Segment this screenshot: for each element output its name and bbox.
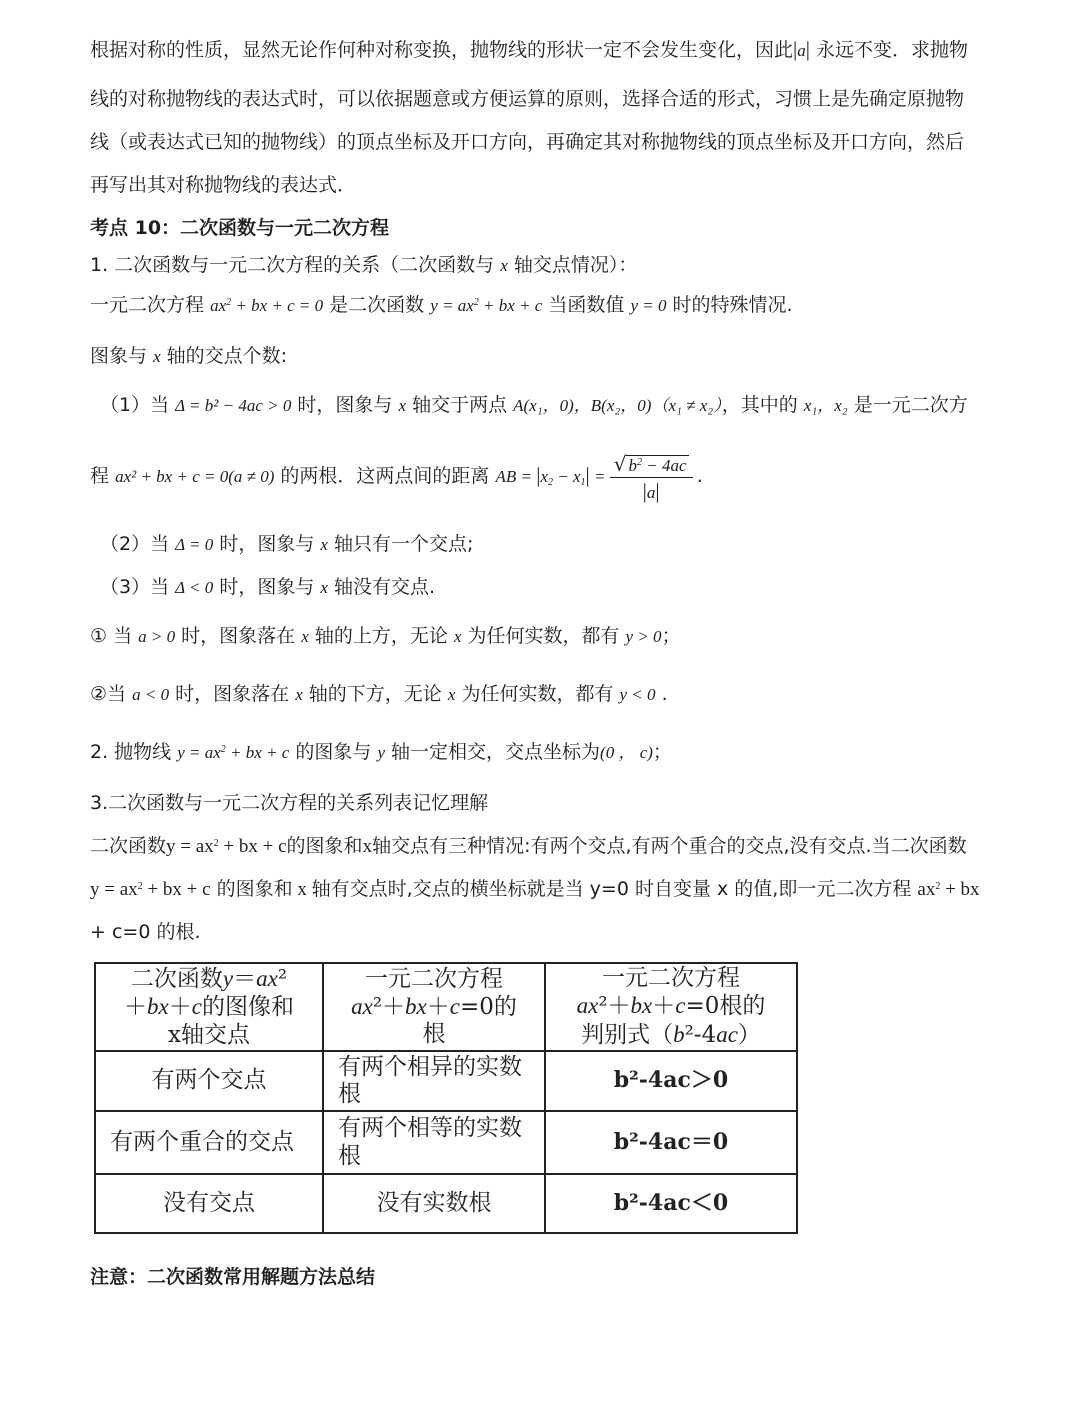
table-row xyxy=(95,1174,797,1233)
table-cell: 没有交点 xyxy=(95,1174,323,1233)
table-header-cell: 一元二次方程 ax²＋bx＋c=0的 根 xyxy=(323,963,545,1051)
table-cell: 没有实数根 xyxy=(323,1174,545,1233)
s2-line: 2. 抛物线 $y = ax^2$ + bx + c 的图象与 y 轴一定相交，交点坐标为(0 ， c)； xyxy=(90,741,672,763)
abs-bar-left: | xyxy=(793,37,798,61)
s3-paragraph-line-1: 二次函数$y = ax^2$ + bx + c的图象和x轴交点有三种情况:有两个交点,有两个重合的交点,没有交点.当二次函数 xyxy=(90,835,967,857)
s1-count-line: 图象与 x 轴的交点个数: xyxy=(90,345,288,367)
case-1-roots: x₁，x₂ xyxy=(803,396,848,415)
table-row xyxy=(95,1111,797,1174)
comparison-table xyxy=(94,962,798,1234)
table-row xyxy=(95,1051,797,1111)
quadratic-function: $y = ax^2$ + bx + c xyxy=(430,296,543,315)
intersection-point: (0 ， c) xyxy=(600,743,653,762)
table-cell: b²-4ac＞0 xyxy=(545,1051,797,1111)
table-cell: b²-4ac＝0 xyxy=(545,1111,797,1174)
s3-paragraph-line-3: + c=0 的根. xyxy=(90,921,201,943)
table-cell: 有两个相等的实数根 xyxy=(323,1111,545,1174)
table-cell: 有两个相异的实数根 xyxy=(323,1051,545,1111)
s1-title: 1. 二次函数与一元二次方程的关系（二次函数与 x 轴交点情况）： xyxy=(90,254,638,276)
s3-paragraph-line-2: $y = ax^2$ + bx + c 的图象和 x 轴有交点时,交点的横坐标就是当 y=0 时自变量 x 的值,即一元二次方程 $ax^2$ + bx xyxy=(90,878,980,900)
intro-line-1: 根据对称的性质，显然无论作何种对称变换，抛物线的形状一定不会发生变化，因此|a| 永远不变．求抛物 xyxy=(90,37,969,61)
case-1-condition: Δ = b² − 4ac > 0 xyxy=(175,396,292,415)
s1-relation-line: 一元二次方程 $ax^2$ + bx + c = 0 是二次函数 $y = ax^2$ + bx + c 当函数值 y = 0 时的特殊情况. xyxy=(90,294,793,316)
table-cell: 有两个重合的交点 xyxy=(95,1111,323,1174)
distance-formula: AB = $|x_2 - x_1|$ = $\frac{√ b^2 - 4ac}{|a|}$ xyxy=(495,467,696,486)
case-1-continued: 程 ax² + bx + c = 0(a ≠ 0) 的两根．这两点间的距离 AB = $|x_2 - x_1|$ = $\frac{√ b^2 - 4ac}{|a|}$ . xyxy=(90,452,703,504)
table-header-cell: 一元二次方程 ax²＋bx＋c=0根的 判别式（b²-4ac） xyxy=(545,963,797,1051)
intro-line-2: 线的对称抛物线的表达式时，可以依据题意或方便运算的原则，选择合适的形式，习惯上是先确定原抛物 xyxy=(90,88,965,110)
case-2-line: （2）当 Δ = 0 时，图象与 x 轴只有一个交点; xyxy=(100,533,474,555)
abs-bar-right: | xyxy=(805,37,810,61)
case-1-line: （1）当 Δ = b² − 4ac > 0 时，图象与 x 轴交于两点 A(x₁，0)，B(x₂，0)（x₁ ≠ x₂），其中的 x₁，x₂ 是一元二次方 xyxy=(100,394,968,416)
table-header-cell: 二次函数y＝ax² ＋bx＋c的图像和 x轴交点 xyxy=(95,963,323,1051)
abs-a: a xyxy=(797,41,806,60)
point-1-line: ① 当 a > 0 时，图象落在 x 轴的上方，无论 x 为任何实数，都有 y > 0； xyxy=(90,625,681,647)
table-cell: b²-4ac＜0 xyxy=(545,1174,797,1233)
intro-line-3: 线（或表达式已知的抛物线）的顶点坐标及开口方向，再确定其对称抛物线的顶点坐标及开口方向，然后 xyxy=(90,131,965,153)
section-heading: 考点 10：二次函数与一元二次方程 xyxy=(90,217,390,239)
intro-line-4: 再写出其对称抛物线的表达式． xyxy=(90,174,357,196)
quadratic-equation: $ax^2$ + bx + c = 0 xyxy=(210,296,324,315)
point-2-line: ②当 a < 0 时，图象落在 x 轴的下方，无论 x 为任何实数，都有 y < 0 . xyxy=(90,683,668,705)
s3-title: 3.二次函数与一元二次方程的关系列表记忆理解 xyxy=(90,792,489,814)
note-heading: 注意：二次函数常用解题方法总结 xyxy=(90,1266,376,1288)
table-cell: 有两个交点 xyxy=(95,1051,323,1111)
case-1-equation: ax² + bx + c = 0(a ≠ 0) xyxy=(115,467,275,487)
table-header-row xyxy=(95,963,797,1051)
case-1-points: A(x₁，0)，B(x₂，0)（x₁ ≠ x₂） xyxy=(513,396,722,415)
distance-fraction: $\frac{√ b^2 - 4ac}{|a|}$ xyxy=(610,452,693,505)
parabola-function: $y = ax^2$ + bx + c xyxy=(177,743,290,762)
case-3-line: （3）当 Δ < 0 时，图象与 x 轴没有交点. xyxy=(100,576,436,598)
